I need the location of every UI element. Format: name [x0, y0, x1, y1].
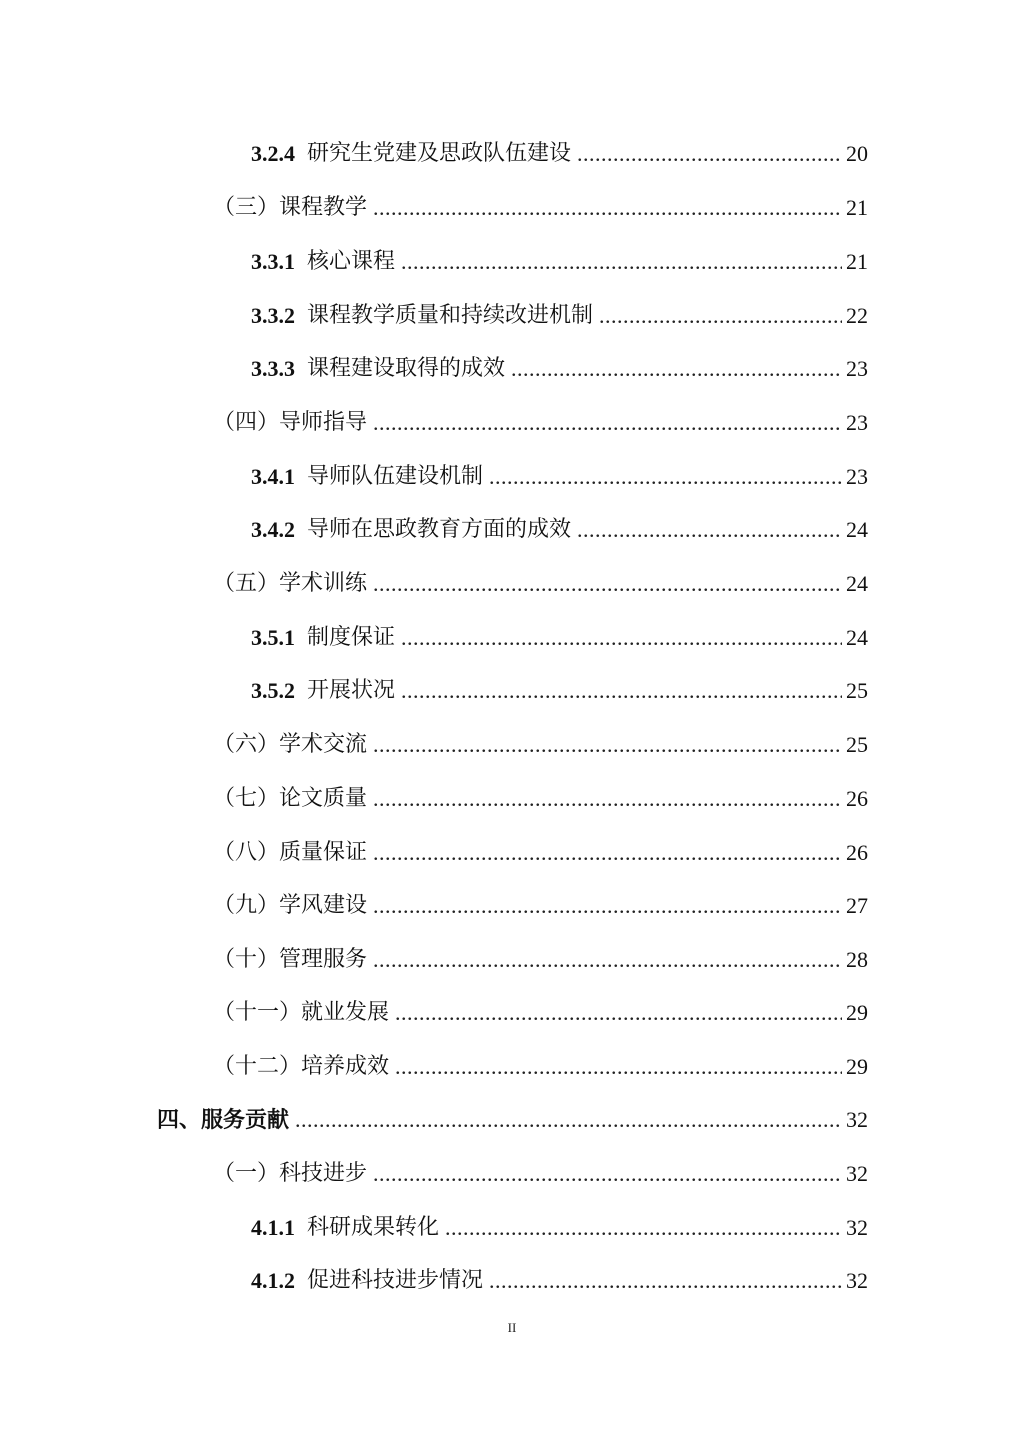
toc-entry-title: （九）学风建设: [213, 893, 368, 918]
toc-entry-page: 29: [846, 1054, 868, 1079]
toc-leader-dots: [401, 623, 842, 653]
toc-entry[interactable]: [157, 1101, 868, 1135]
toc-entry[interactable]: [213, 994, 868, 1028]
toc-leader-dots: [577, 139, 842, 169]
toc-entry-title: （八）质量保证: [213, 840, 368, 865]
toc-entry-title: 课程建设取得的成效: [307, 356, 506, 381]
toc-entry-title: 核心课程: [307, 249, 396, 274]
toc-entry-page: 26: [846, 840, 868, 865]
toc-entry-number: 3.5.2: [251, 678, 295, 703]
toc-leader-dots: [599, 301, 842, 331]
toc-leader-dots: [489, 1266, 842, 1296]
toc-entry-number: 3.4.2: [251, 517, 295, 542]
toc-leader-dots: [373, 1159, 842, 1189]
toc-entry-page: 24: [846, 571, 868, 596]
toc-entry-number: 4.1.2: [251, 1268, 295, 1293]
toc-entry-page: 25: [846, 732, 868, 757]
toc-leader-dots: [295, 1105, 842, 1135]
toc-entry-page: 32: [846, 1107, 868, 1132]
toc-entry-page: 28: [846, 947, 868, 972]
toc-leader-dots: [445, 1213, 842, 1243]
toc-entry[interactable]: [213, 1048, 868, 1082]
toc-leader-dots: [401, 247, 842, 277]
toc-leader-dots: [373, 730, 842, 760]
toc-leader-dots: [401, 676, 842, 706]
toc-entry[interactable]: [251, 1209, 868, 1243]
toc-entry-number: 3.3.2: [251, 303, 295, 328]
toc-entry-page: 24: [846, 517, 868, 542]
toc-entry-title: （十）管理服务: [213, 947, 368, 972]
page-footer-number: II: [507, 1320, 517, 1335]
toc-entry[interactable]: [251, 135, 868, 169]
toc-entry-page: 21: [846, 195, 868, 220]
toc-entry-page: 25: [846, 678, 868, 703]
toc-leader-dots: [577, 515, 842, 545]
toc-leader-dots: [395, 1052, 842, 1082]
toc-leader-dots: [373, 838, 842, 868]
toc-entry-title: 研究生党建及思政队伍建设: [307, 141, 572, 166]
toc-entry[interactable]: [251, 458, 868, 492]
toc-entry-title: 导师队伍建设机制: [307, 464, 484, 489]
toc-entry-number: 3.3.3: [251, 356, 295, 381]
toc-entry-title: （十二）培养成效: [213, 1054, 390, 1079]
toc-entry[interactable]: [251, 619, 868, 653]
toc-entry-title: 科研成果转化: [307, 1215, 440, 1240]
toc-entry-number: 3.4.1: [251, 464, 295, 489]
toc-entry[interactable]: [251, 297, 868, 331]
toc-entry-page: 20: [846, 141, 868, 166]
toc-entry-title: 开展状况: [307, 678, 396, 703]
toc-entry-title: （十一）就业发展: [213, 1000, 390, 1025]
toc-entry-page: 21: [846, 249, 868, 274]
toc-entry-page: 24: [846, 625, 868, 650]
toc-leader-dots: [395, 998, 842, 1028]
toc-leader-dots: [373, 891, 842, 921]
toc-entry[interactable]: [213, 887, 868, 921]
toc-entry[interactable]: [213, 565, 868, 599]
toc-entry-page: 26: [846, 786, 868, 811]
toc-entry[interactable]: [213, 189, 868, 223]
toc-entry-title: 制度保证: [307, 625, 396, 650]
toc-entry-page: 22: [846, 303, 868, 328]
toc-entry-page: 32: [846, 1161, 868, 1186]
toc-entry[interactable]: [213, 726, 868, 760]
toc-entry-title: 促进科技进步情况: [307, 1268, 484, 1293]
toc-entry[interactable]: [213, 780, 868, 814]
toc-entry[interactable]: [251, 511, 868, 545]
toc-entry-title: （七）论文质量: [213, 786, 368, 811]
toc-entry-page: 23: [846, 464, 868, 489]
toc-entry[interactable]: [213, 834, 868, 868]
toc-entry-title: 导师在思政教育方面的成效: [307, 517, 572, 542]
toc-entry-title: （四）导师指导: [213, 410, 368, 435]
toc-entry-title: （一）科技进步: [213, 1161, 368, 1186]
toc-entry[interactable]: [213, 941, 868, 975]
toc-leader-dots: [511, 354, 842, 384]
toc-entry[interactable]: [213, 1155, 868, 1189]
toc-leader-dots: [373, 408, 842, 438]
toc-entry-number: 3.3.1: [251, 249, 295, 274]
toc-entry[interactable]: [251, 243, 868, 277]
toc-entry-page: 32: [846, 1215, 868, 1240]
toc-entry[interactable]: [213, 404, 868, 438]
toc-entry-number: 4.1.1: [251, 1215, 295, 1240]
toc-leader-dots: [373, 945, 842, 975]
toc-entry-page: 23: [846, 410, 868, 435]
toc-entry-page: 32: [846, 1268, 868, 1293]
toc-entry[interactable]: [251, 672, 868, 706]
toc-entry[interactable]: [251, 1262, 868, 1296]
toc-entry-number: 3.5.1: [251, 625, 295, 650]
toc-entry-title: （五）学术训练: [213, 571, 368, 596]
toc-entry-page: 29: [846, 1000, 868, 1025]
toc-entry-title: （三）课程教学: [213, 195, 368, 220]
toc-leader-dots: [373, 784, 842, 814]
toc-entry-page: 27: [846, 893, 868, 918]
toc-entry-page: 23: [846, 356, 868, 381]
toc-leader-dots: [489, 462, 842, 492]
toc-leader-dots: [373, 569, 842, 599]
toc-entry-title: 四、服务贡献: [157, 1107, 290, 1133]
toc-entry-number: 3.2.4: [251, 141, 295, 166]
toc-leader-dots: [373, 193, 842, 223]
toc-entry[interactable]: [251, 350, 868, 384]
toc-entry-title: 课程教学质量和持续改进机制: [307, 303, 594, 328]
toc-entry-title: （六）学术交流: [213, 732, 368, 757]
